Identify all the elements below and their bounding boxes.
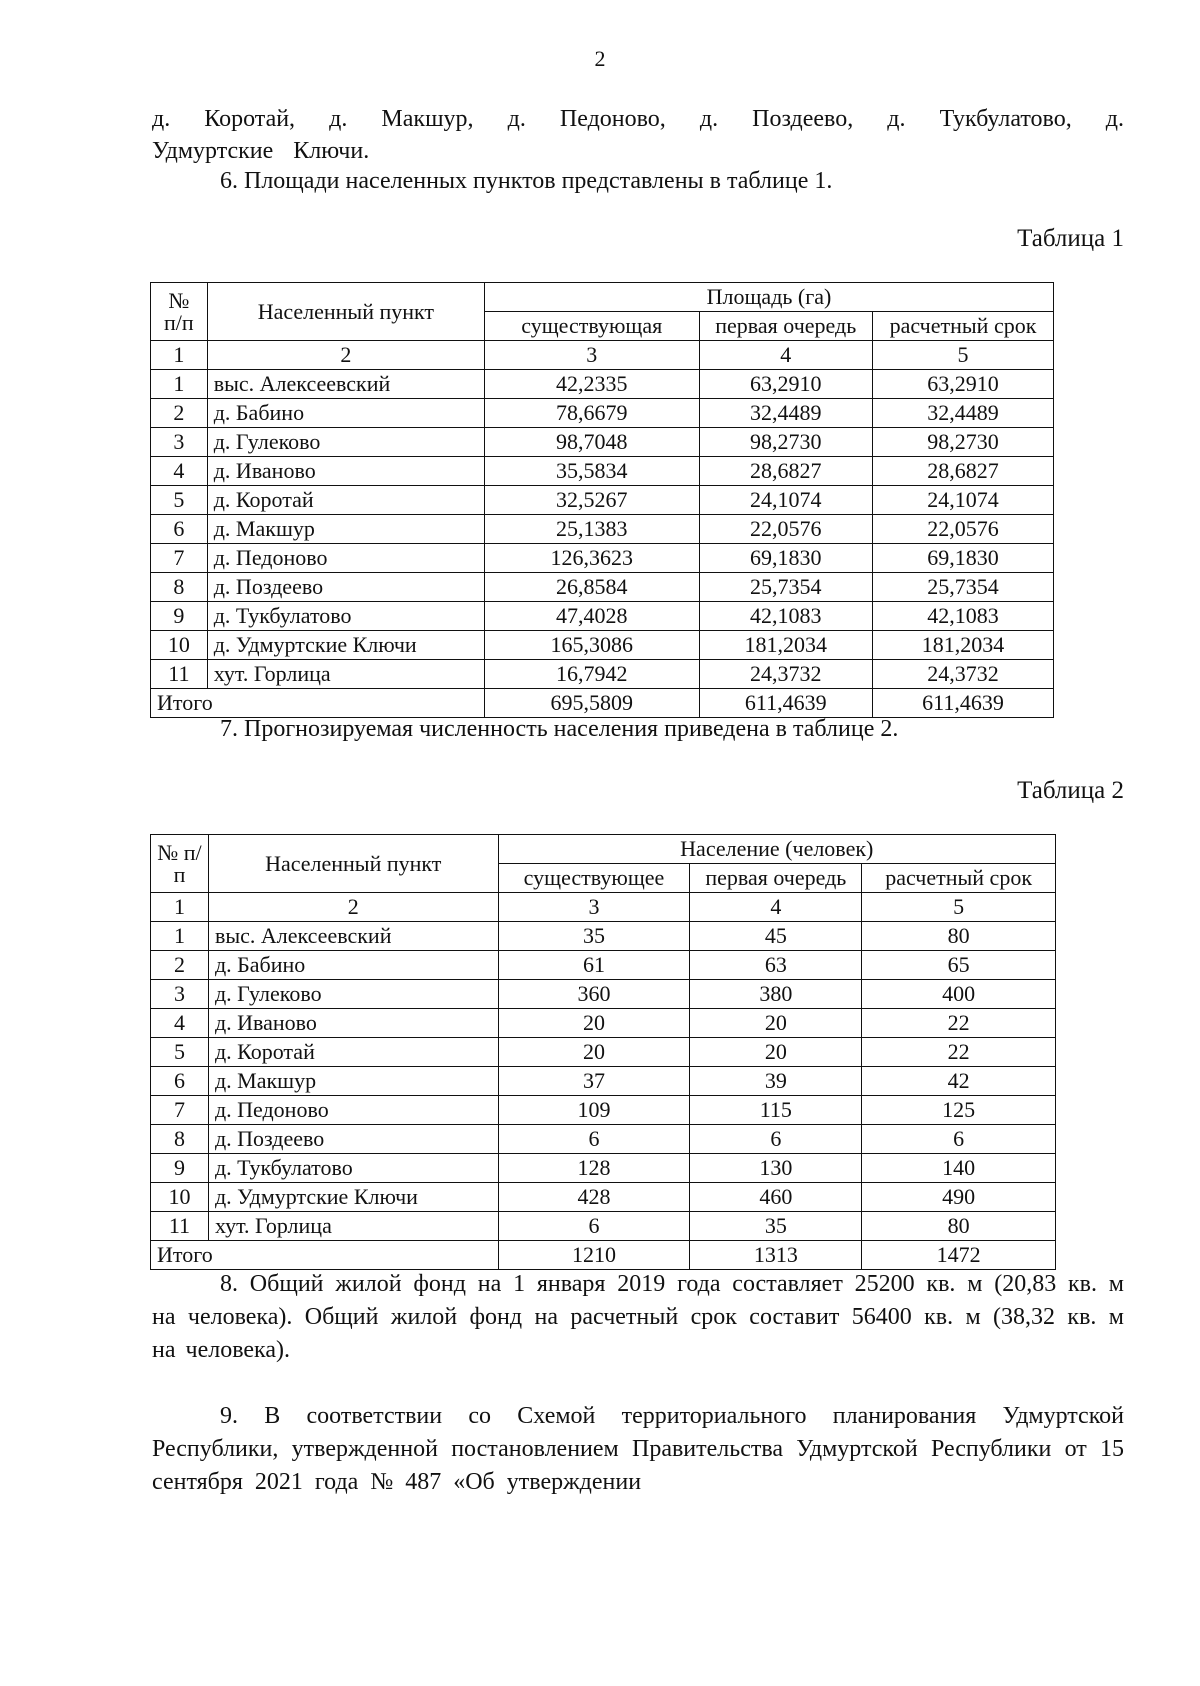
page-number: 2 xyxy=(594,46,606,71)
value-cell: 125 xyxy=(862,1096,1056,1125)
settlement-name-cell: д. Иваново xyxy=(208,1009,498,1038)
settlement-name-cell: выс. Алексеевский xyxy=(207,370,484,399)
settlement-name-cell: д. Удмуртские Ключи xyxy=(208,1183,498,1212)
row-number-cell: 10 xyxy=(151,1183,209,1212)
table-row xyxy=(151,1212,1056,1241)
value-cell: 65 xyxy=(862,951,1056,980)
settlement-name-cell: хут. Горлица xyxy=(207,660,484,689)
table-row xyxy=(151,457,1054,486)
row-number-cell: 4 xyxy=(151,1009,209,1038)
paragraph-8: 8. Общий жилой фонд на 1 января 2019 года составляет 25200 кв. м (20,83 кв. м на человека). Общий жилой фонд на расчетный срок составит 56400 кв. м (38,32 кв. м на человека). xyxy=(152,1271,1124,1363)
table-row xyxy=(151,486,1054,515)
value-cell: 24,3732 xyxy=(699,660,872,689)
table2-total-label: Итого xyxy=(151,1241,499,1270)
value-cell: 22 xyxy=(862,1009,1056,1038)
table-row xyxy=(151,1125,1056,1154)
table2-numbering-cell: 5 xyxy=(862,893,1056,922)
table-row xyxy=(151,1154,1056,1183)
table2-total-value: 1472 xyxy=(862,1241,1056,1270)
table1-numbering-cell: 2 xyxy=(207,341,484,370)
paragraph-7: 7. Прогнозируемая численность населения приведена в таблице 2. xyxy=(220,716,899,742)
table-row xyxy=(151,1183,1056,1212)
value-cell: 98,7048 xyxy=(485,428,700,457)
table2-body xyxy=(151,922,1056,1241)
settlement-name-cell: д. Тукбулатово xyxy=(207,602,484,631)
settlement-name-cell: д. Бабино xyxy=(208,951,498,980)
value-cell: 42,1083 xyxy=(699,602,872,631)
table2-numbering-cell: 1 xyxy=(151,893,209,922)
value-cell: 69,1830 xyxy=(872,544,1053,573)
table1-col-number-header: № п/п xyxy=(151,283,208,341)
settlement-name-cell: д. Гулеково xyxy=(208,980,498,1009)
settlement-name-cell: хут. Горлица xyxy=(208,1212,498,1241)
settlement-name-cell: д. Макшур xyxy=(208,1067,498,1096)
row-number-cell: 3 xyxy=(151,980,209,1009)
value-cell: 35 xyxy=(690,1212,862,1241)
value-cell: 140 xyxy=(862,1154,1056,1183)
table1-group-header: Площадь (га) xyxy=(485,283,1054,312)
value-cell: 109 xyxy=(498,1096,690,1125)
value-cell: 20 xyxy=(690,1038,862,1067)
table-row xyxy=(151,399,1054,428)
table2-col-name-header: Населенный пункт xyxy=(208,835,498,893)
value-cell: 181,2034 xyxy=(699,631,872,660)
table-row xyxy=(151,631,1054,660)
value-cell: 24,3732 xyxy=(872,660,1053,689)
value-cell: 126,3623 xyxy=(485,544,700,573)
table1-subheader: существующая xyxy=(485,312,700,341)
settlement-name-cell: д. Бабино xyxy=(207,399,484,428)
table-row xyxy=(151,922,1056,951)
row-number-cell: 2 xyxy=(151,399,208,428)
value-cell: 32,4489 xyxy=(699,399,872,428)
value-cell: 45 xyxy=(690,922,862,951)
value-cell: 20 xyxy=(498,1038,690,1067)
intro-paragraph: д. Коротай, д. Макшур, д. Педоново, д. Поздеево, д. Тукбулатово, д. Удмуртские Ключи. xyxy=(152,106,1124,164)
row-number-cell: 3 xyxy=(151,428,208,457)
table1-caption: Таблица 1 xyxy=(1017,225,1124,252)
row-number-cell: 5 xyxy=(151,1038,209,1067)
value-cell: 20 xyxy=(498,1009,690,1038)
settlement-name-cell: д. Поздеево xyxy=(207,573,484,602)
table1-total-label: Итого xyxy=(151,689,485,718)
table2-subheader: расчетный срок xyxy=(862,864,1056,893)
value-cell: 61 xyxy=(498,951,690,980)
value-cell: 22,0576 xyxy=(872,515,1053,544)
paragraph-9: 9. В соответствии со Схемой территориального планирования Удмуртской Республики, утвержденной постановлением Правительства Удмуртской Республики от 15 сентября 2021 года № 487 «Об утверждении xyxy=(152,1403,1124,1495)
settlement-name-cell: д. Поздеево xyxy=(208,1125,498,1154)
table2-group-header: Население (человек) xyxy=(498,835,1055,864)
table1-total-value: 695,5809 xyxy=(485,689,700,718)
value-cell: 6 xyxy=(498,1125,690,1154)
row-number-cell: 7 xyxy=(151,1096,209,1125)
row-number-cell: 1 xyxy=(151,370,208,399)
table-row xyxy=(151,951,1056,980)
row-number-cell: 9 xyxy=(151,602,208,631)
value-cell: 39 xyxy=(690,1067,862,1096)
row-number-cell: 11 xyxy=(151,1212,209,1241)
value-cell: 460 xyxy=(690,1183,862,1212)
value-cell: 32,4489 xyxy=(872,399,1053,428)
value-cell: 115 xyxy=(690,1096,862,1125)
value-cell: 130 xyxy=(690,1154,862,1183)
table-row xyxy=(151,1038,1056,1067)
settlement-name-cell: д. Макшур xyxy=(207,515,484,544)
value-cell: 181,2034 xyxy=(872,631,1053,660)
table1-subheader: расчетный срок xyxy=(872,312,1053,341)
value-cell: 24,1074 xyxy=(872,486,1053,515)
value-cell: 63,2910 xyxy=(699,370,872,399)
table2-numbering-cell: 3 xyxy=(498,893,690,922)
row-number-cell: 8 xyxy=(151,1125,209,1154)
value-cell: 42,2335 xyxy=(485,370,700,399)
value-cell: 380 xyxy=(690,980,862,1009)
value-cell: 42,1083 xyxy=(872,602,1053,631)
table-row xyxy=(151,1067,1056,1096)
value-cell: 98,2730 xyxy=(699,428,872,457)
value-cell: 400 xyxy=(862,980,1056,1009)
value-cell: 63 xyxy=(690,951,862,980)
table2-subheader: первая очередь xyxy=(690,864,862,893)
table1-numbering-cell: 3 xyxy=(485,341,700,370)
row-number-cell: 1 xyxy=(151,922,209,951)
row-number-cell: 7 xyxy=(151,544,208,573)
value-cell: 22,0576 xyxy=(699,515,872,544)
table-row xyxy=(151,370,1054,399)
value-cell: 22 xyxy=(862,1038,1056,1067)
table1-numbering-cell: 1 xyxy=(151,341,208,370)
value-cell: 37 xyxy=(498,1067,690,1096)
table-row xyxy=(151,1009,1056,1038)
table1-total-value: 611,4639 xyxy=(699,689,872,718)
value-cell: 35,5834 xyxy=(485,457,700,486)
row-number-cell: 11 xyxy=(151,660,208,689)
value-cell: 69,1830 xyxy=(699,544,872,573)
value-cell: 128 xyxy=(498,1154,690,1183)
table-row xyxy=(151,660,1054,689)
settlement-name-cell: д. Тукбулатово xyxy=(208,1154,498,1183)
value-cell: 80 xyxy=(862,922,1056,951)
table2-total-value: 1210 xyxy=(498,1241,690,1270)
value-cell: 78,6679 xyxy=(485,399,700,428)
value-cell: 25,7354 xyxy=(699,573,872,602)
value-cell: 6 xyxy=(862,1125,1056,1154)
table2-total-value: 1313 xyxy=(690,1241,862,1270)
row-number-cell: 8 xyxy=(151,573,208,602)
value-cell: 428 xyxy=(498,1183,690,1212)
value-cell: 98,2730 xyxy=(872,428,1053,457)
settlement-name-cell: выс. Алексеевский xyxy=(208,922,498,951)
settlement-name-cell: д. Педоново xyxy=(207,544,484,573)
value-cell: 360 xyxy=(498,980,690,1009)
value-cell: 25,1383 xyxy=(485,515,700,544)
table1-numbering-cell: 4 xyxy=(699,341,872,370)
value-cell: 42 xyxy=(862,1067,1056,1096)
table-row xyxy=(151,602,1054,631)
value-cell: 16,7942 xyxy=(485,660,700,689)
row-number-cell: 6 xyxy=(151,1067,209,1096)
table1-body xyxy=(151,370,1054,689)
value-cell: 28,6827 xyxy=(699,457,872,486)
value-cell: 63,2910 xyxy=(872,370,1053,399)
row-number-cell: 10 xyxy=(151,631,208,660)
table1-numbering-cell: 5 xyxy=(872,341,1053,370)
value-cell: 6 xyxy=(498,1212,690,1241)
table2-numbering-cell: 4 xyxy=(690,893,862,922)
row-number-cell: 5 xyxy=(151,486,208,515)
table-row xyxy=(151,1096,1056,1125)
table-row xyxy=(151,428,1054,457)
table1-total-value: 611,4639 xyxy=(872,689,1053,718)
settlement-name-cell: д. Коротай xyxy=(208,1038,498,1067)
table-row xyxy=(151,544,1054,573)
settlement-name-cell: д. Иваново xyxy=(207,457,484,486)
value-cell: 25,7354 xyxy=(872,573,1053,602)
table-2 xyxy=(150,834,1056,1270)
row-number-cell: 2 xyxy=(151,951,209,980)
table2-caption: Таблица 2 xyxy=(1017,777,1124,804)
value-cell: 6 xyxy=(690,1125,862,1154)
row-number-cell: 6 xyxy=(151,515,208,544)
value-cell: 24,1074 xyxy=(699,486,872,515)
table-row xyxy=(151,980,1056,1009)
table2-subheader: существующее xyxy=(498,864,690,893)
value-cell: 165,3086 xyxy=(485,631,700,660)
table1-subheader: первая очередь xyxy=(699,312,872,341)
value-cell: 20 xyxy=(690,1009,862,1038)
settlement-name-cell: д. Педоново xyxy=(208,1096,498,1125)
value-cell: 47,4028 xyxy=(485,602,700,631)
row-number-cell: 9 xyxy=(151,1154,209,1183)
row-number-cell: 4 xyxy=(151,457,208,486)
settlement-name-cell: д. Коротай xyxy=(207,486,484,515)
value-cell: 32,5267 xyxy=(485,486,700,515)
settlement-name-cell: д. Гулеково xyxy=(207,428,484,457)
table2-col-number-header: № п/п xyxy=(151,835,209,893)
paragraph-6: 6. Площади населенных пунктов представлены в таблице 1. xyxy=(220,168,833,194)
value-cell: 26,8584 xyxy=(485,573,700,602)
table-row xyxy=(151,573,1054,602)
table2-numbering-cell: 2 xyxy=(208,893,498,922)
value-cell: 490 xyxy=(862,1183,1056,1212)
value-cell: 28,6827 xyxy=(872,457,1053,486)
settlement-name-cell: д. Удмуртские Ключи xyxy=(207,631,484,660)
table-row xyxy=(151,515,1054,544)
table-1 xyxy=(150,282,1054,718)
value-cell: 80 xyxy=(862,1212,1056,1241)
table1-col-name-header: Населенный пункт xyxy=(207,283,484,341)
table2-total-row xyxy=(151,1241,1056,1270)
value-cell: 35 xyxy=(498,922,690,951)
